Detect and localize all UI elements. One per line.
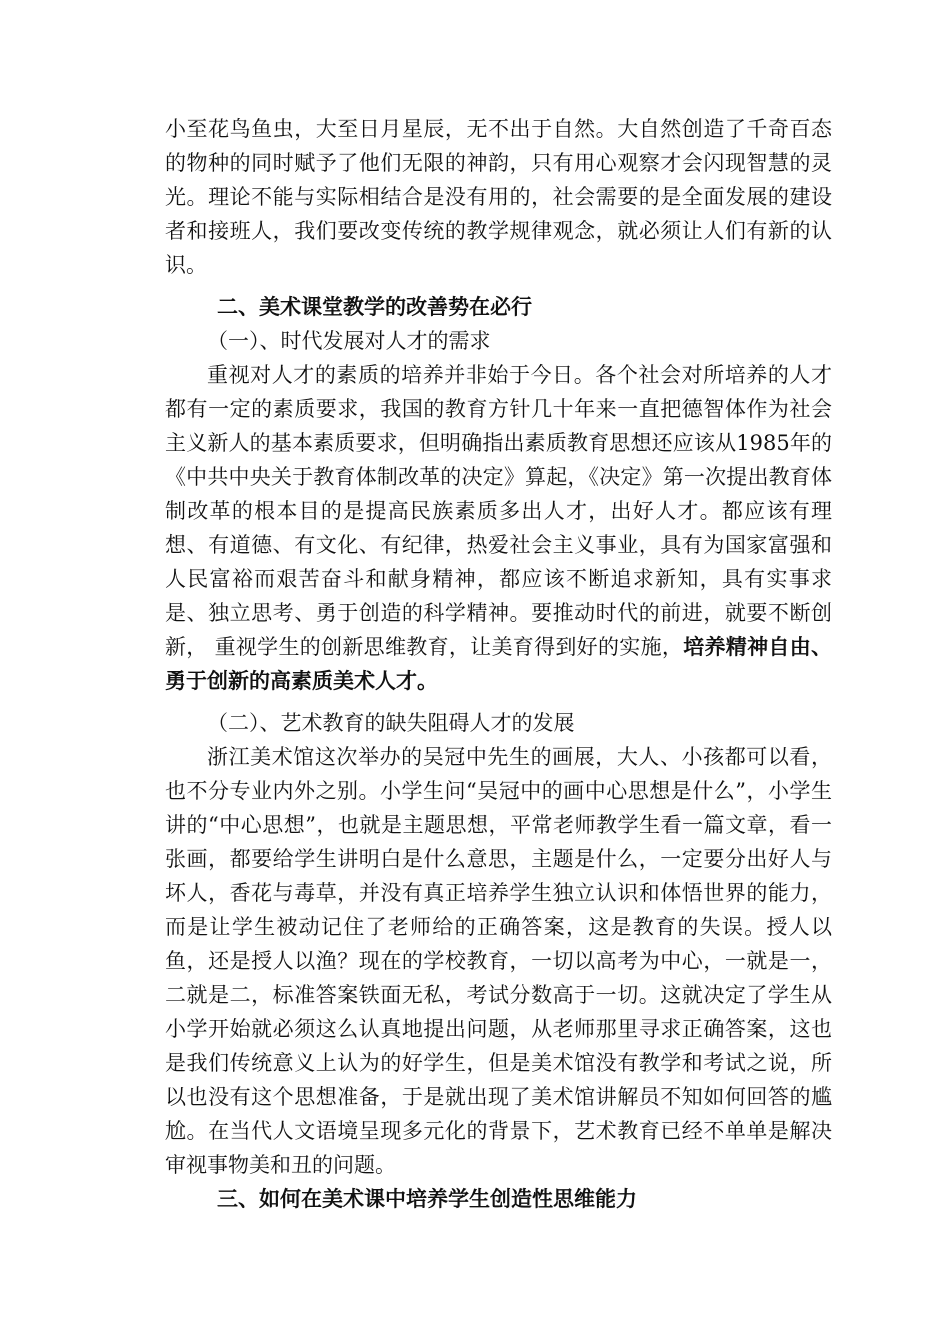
section-heading-2: 二、美术课堂教学的改善势在必行 <box>217 295 532 319</box>
subsection-heading-2-2: （二）、艺术教育的缺失阻碍人才的发展 <box>207 711 575 735</box>
paragraph-talent-quality <box>165 358 832 698</box>
paragraph-talent-quality-text: 重视对人才的素质的培养并非始于今日。各个社会对所培养的人才都有一定的素质要求，我国的教育方针几十年来一直把德智体作为社会主义新人的基本素质要求，但明确指出素质教育思想还应该从1985年的《中共中央关于教育体制改革的决定》算起，《决定》第一次提出教育体制改革的根本目的是提高民族素质多出人才，出好人才。都应该有理想、有道德、有文化、有纪律，热爱社会主义事业，具有为国家富强和人民富裕而艰苦奋斗和献身精神，都应该不断追求新知，具有实事求是、独立思考、勇于创造的科学精神。要推动时代的前进，就要不断创新， 重视学生的创新思维教育，让美育得到好的实施， <box>165 363 832 659</box>
subsection-heading-2-1: （一）、时代发展对人才的需求 <box>207 329 491 353</box>
paragraph-talent-quality-emphasis: 培养精神自由、勇于创新的高素质美术人才。 <box>165 635 832 693</box>
document-page <box>165 112 832 1216</box>
paragraph-art-education: 浙江美术馆这次举办的吴冠中先生的画展，大人、小孩都可以看，也不分专业内外之别。小学生问“吴冠中的画中心思想是什么”，小学生讲的“中心思想”，也就是主题思想，平常老师教学生看一篇文章，看一张画，都要给学生讲明白是什么意思，主题是什么，一定要分出好人与坏人，香花与毒草，并没有真正培养学生独立认识和体悟世界的能力，而是让学生被动记住了老师给的正确答案，这是教育的失误。授人以鱼，还是授人以渔？现在的学校教育，一切以高考为中心，一就是一，二就是二，标准答案铁面无私，考试分数高于一切。这就决定了学生从小学开始就必须这么认真地提出问题，从老师那里寻求正确答案，这也是我们传统意义上认为的好学生，但是美术馆没有教学和考试之说，所以也没有这个思想准备，于是就出现了美术馆讲解员不知如何回答的尴尬。在当代人文语境呈现多元化的背景下，艺术教育已经不单单是解决审视事物美和丑的问题。 <box>165 745 832 1177</box>
paragraph-nature: 小至花鸟鱼虫，大至日月星辰，无不出于自然。大自然创造了千奇百态的物种的同时赋予了他们无限的神韵，只有用心观察才会闪现智慧的灵光。理论不能与实际相结合是没有用的，社会需要的是全面发展的建设者和接班人，我们要改变传统的教学规律观念，就必须让人们有新的认识。 <box>165 117 832 277</box>
section-heading-3: 三、如何在美术课中培养学生创造性思维能力 <box>217 1187 637 1211</box>
